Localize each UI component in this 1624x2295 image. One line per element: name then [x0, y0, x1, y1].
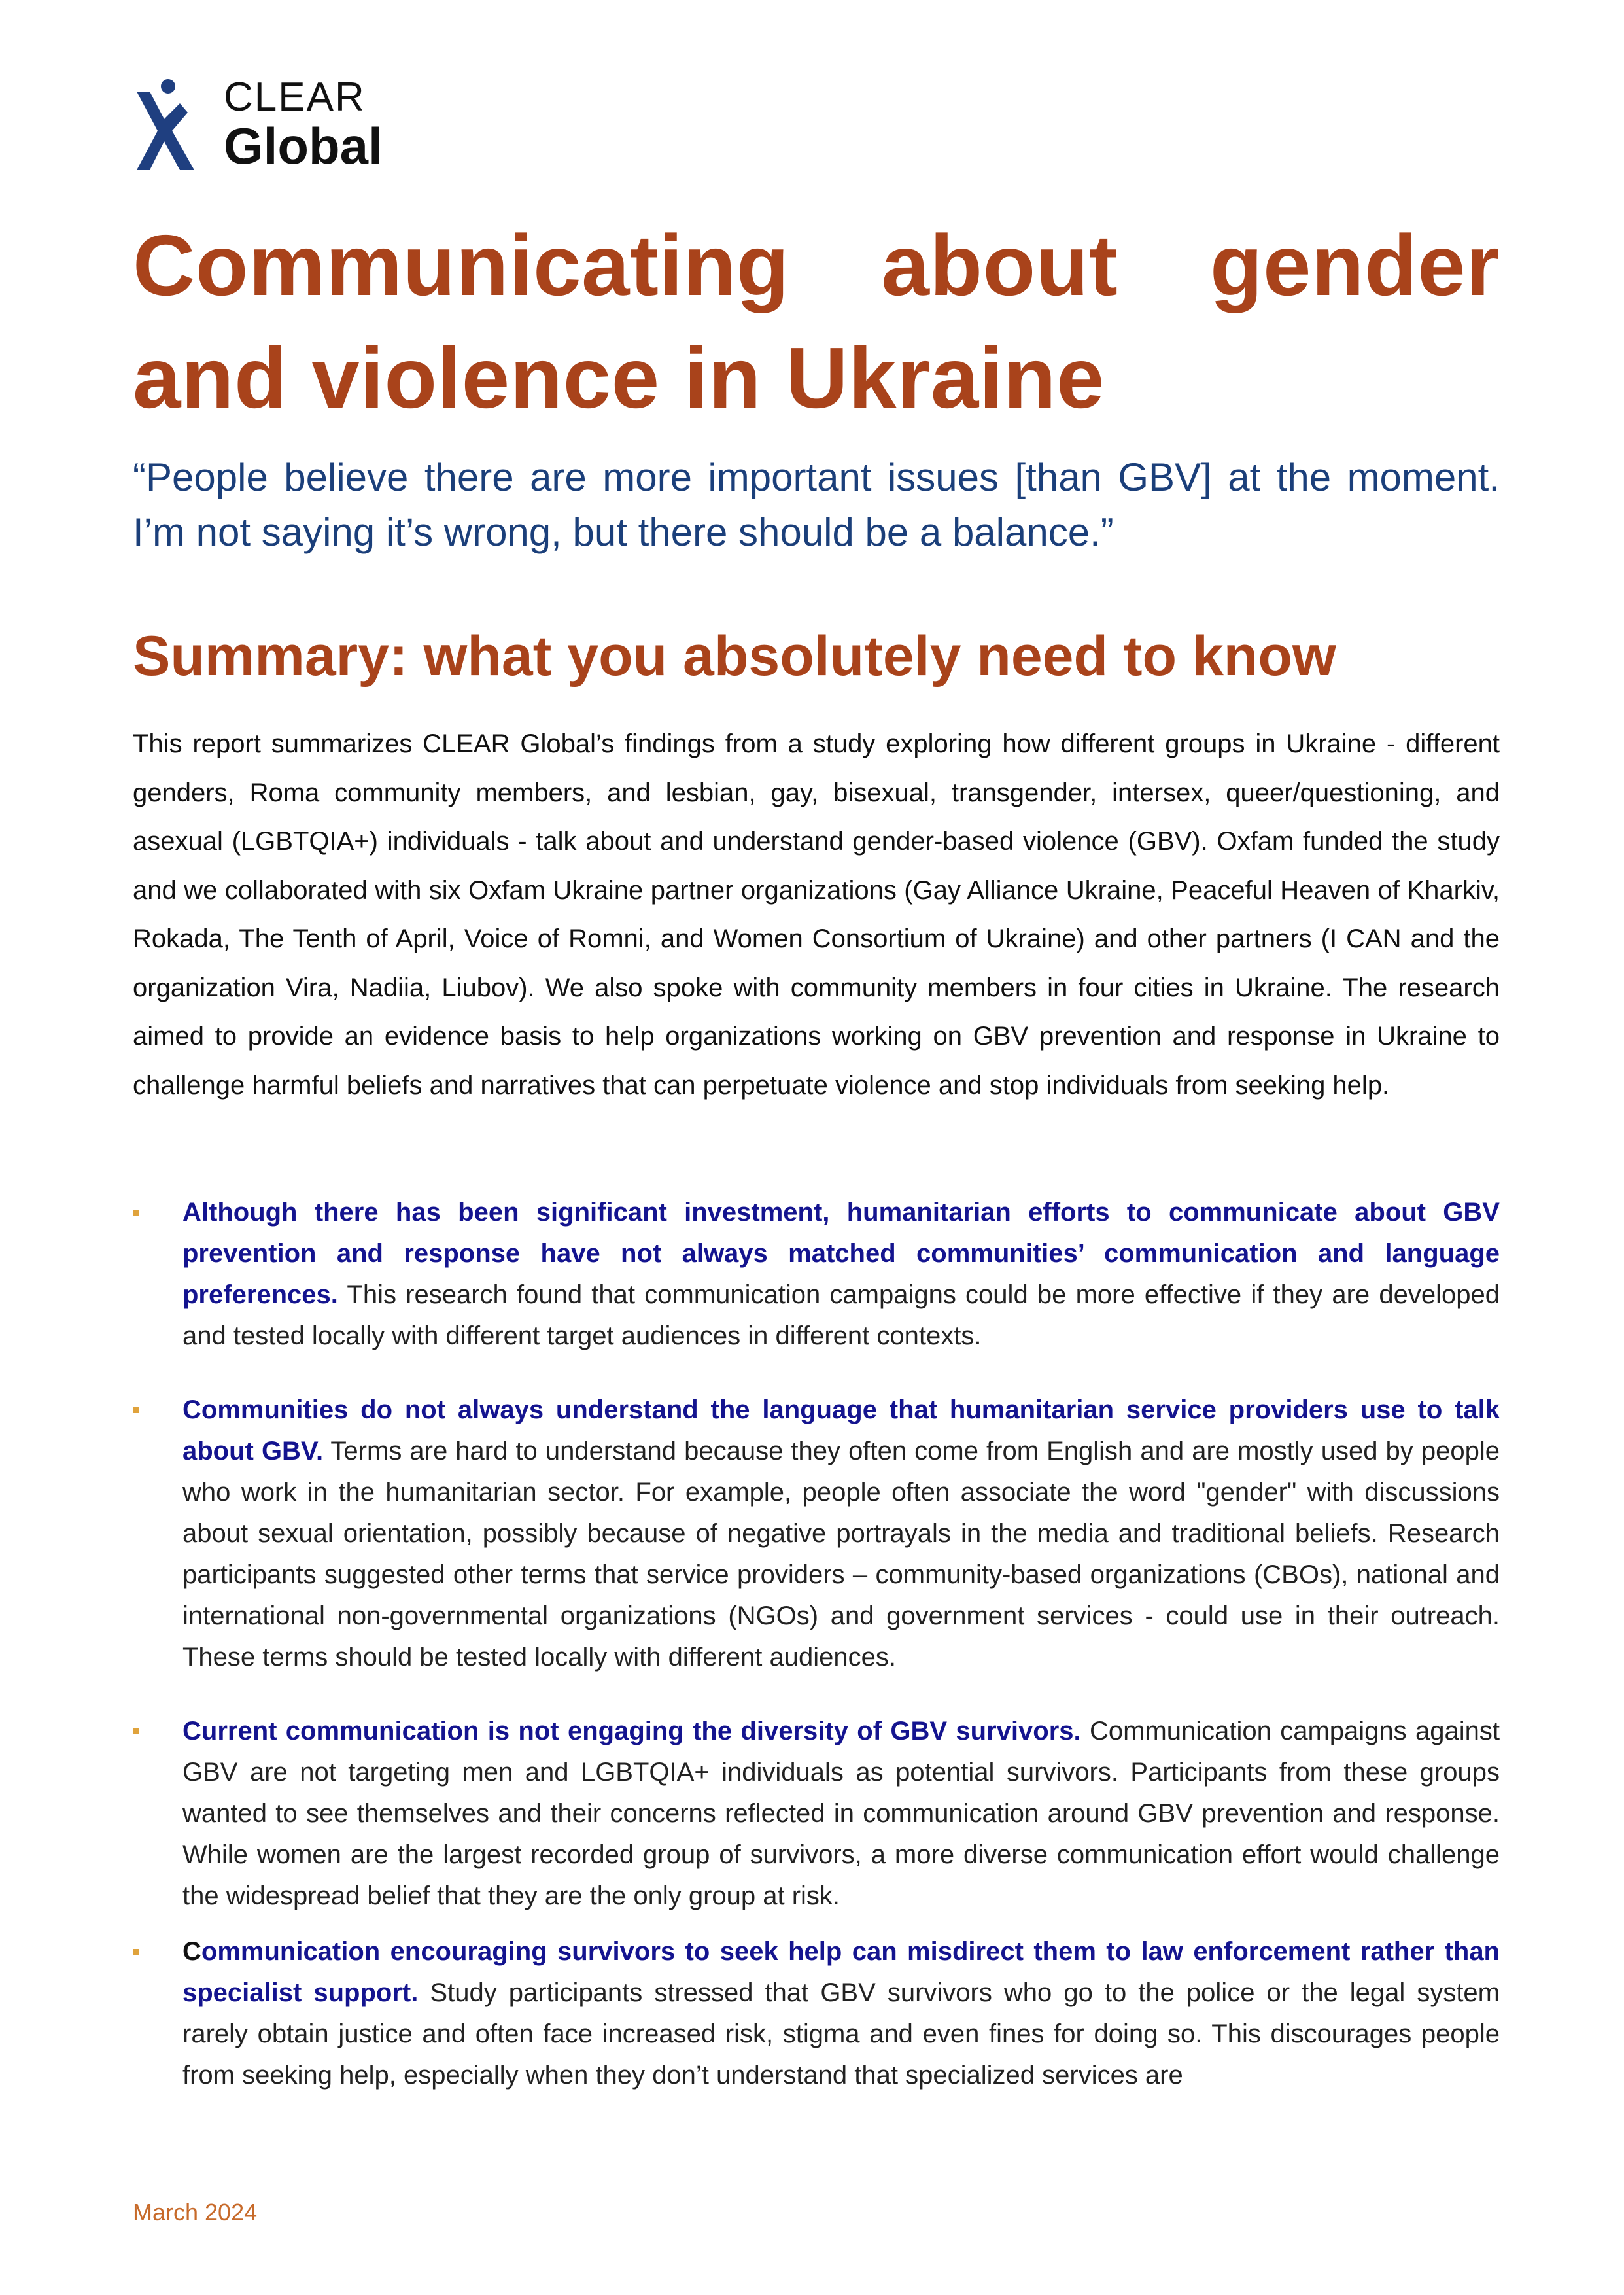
- bullet-lead-initial: C: [182, 1937, 201, 1966]
- list-item: [133, 1931, 1500, 2096]
- square-bullet-icon: [133, 1949, 139, 1955]
- logo-clear-text: CLEAR: [224, 75, 366, 120]
- bullet-lead: Current communication is not engaging the diversity of GBV survivors.: [182, 1717, 1081, 1745]
- clear-global-logo: [134, 75, 383, 173]
- bullet-lead: ommunication encouraging survivors to seek help can misdirect them to law enforcement rather than specialist support.: [182, 1937, 1500, 2007]
- findings-list: [133, 1192, 1500, 2096]
- footer-date: March 2024: [133, 2199, 258, 2226]
- intro-paragraph: This report summarizes CLEAR Global’s findings from a study exploring how different groups in Ukraine - different genders, Roma community members, and lesbian, gay, bisexual, transgender, intersex, queer/questioning, and asexual (LGBTQIA+) individuals - talk about and understand gender-based violence (GBV). Oxfam funded the study and we collaborated with six Oxfam Ukraine partner organizations (Gay Alliance Ukraine, Peaceful Heaven of Kharkiv, Rokada, The Tenth of April, Voice of Romni, and Women Consortium of Ukraine) and other partners (I CAN and the organization Vira, Nadiia, Liubov). We also spoke with community members in four cities in Ukraine. The research aimed to provide an evidence basis to help organizations working on GBV prevention and response in Ukraine to challenge harmful beliefs and narratives that can perpetuate violence and stop individuals from seeking help.: [133, 729, 1500, 1100]
- square-bullet-icon: [133, 1210, 139, 1216]
- list-item: [133, 1390, 1500, 1678]
- page-title: [133, 209, 1500, 434]
- list-item: [133, 1192, 1500, 1357]
- summary-heading: Summary: what you absolutely need to know: [133, 625, 1336, 688]
- pull-quote: “People believe there are more important issues [than GBV] at the moment. I’m not saying it’s wrong, but there should be a balance.”: [133, 455, 1500, 554]
- title-line-2: and violence in Ukraine: [133, 330, 1105, 426]
- bullet-lead: Although there has been significant investment, humanitarian efforts to communicate about GBV prevention and response have not always matched communities’ communication and language preferences.: [182, 1198, 1500, 1309]
- square-bullet-icon: [133, 1728, 139, 1734]
- logo-global-text: Global: [224, 117, 383, 175]
- list-item: [133, 1711, 1500, 1917]
- title-line-1: Communicating about gender: [133, 217, 1500, 313]
- bullet-text: Terms are hard to understand because they often come from English and are mostly used by people who work in the humanitarian sector. For example, people often associate the word "gender" with discussions about sexual orientation, possibly because of negative portrayals in the media and traditional beliefs. Research participants suggested other terms that service providers – community-based organizations (CBOs), national and international non-governmental organizations (NGOs) and government services - could use in their outreach. These terms should be tested locally with different audiences.: [182, 1437, 1500, 1672]
- person-figure-icon: [134, 77, 196, 172]
- square-bullet-icon: [133, 1407, 139, 1413]
- bullet-text: Study participants stressed that GBV survivors who go to the police or the legal system rarely obtain justice and often face increased risk, stigma and even fines for doing so. This discourages people from seeking help, especially when they don’t understand that specialized services are: [182, 1978, 1500, 2090]
- bullet-text: Communication campaigns against GBV are not targeting men and LGBTQIA+ individuals as potential survivors. Participants from these groups wanted to see themselves and their concerns reflected in communication around GBV prevention and response. While women are the largest recorded group of survivors, a more diverse communication effort would challenge the widespread belief that they are the only group at risk.: [182, 1717, 1500, 1910]
- bullet-lead: Communities do not always understand the language that humanitarian service providers use to talk about GBV.: [182, 1395, 1500, 1465]
- bullet-text: This research found that communication campaigns could be more effective if they are developed and tested locally with different target audiences in different contexts.: [182, 1280, 1500, 1350]
